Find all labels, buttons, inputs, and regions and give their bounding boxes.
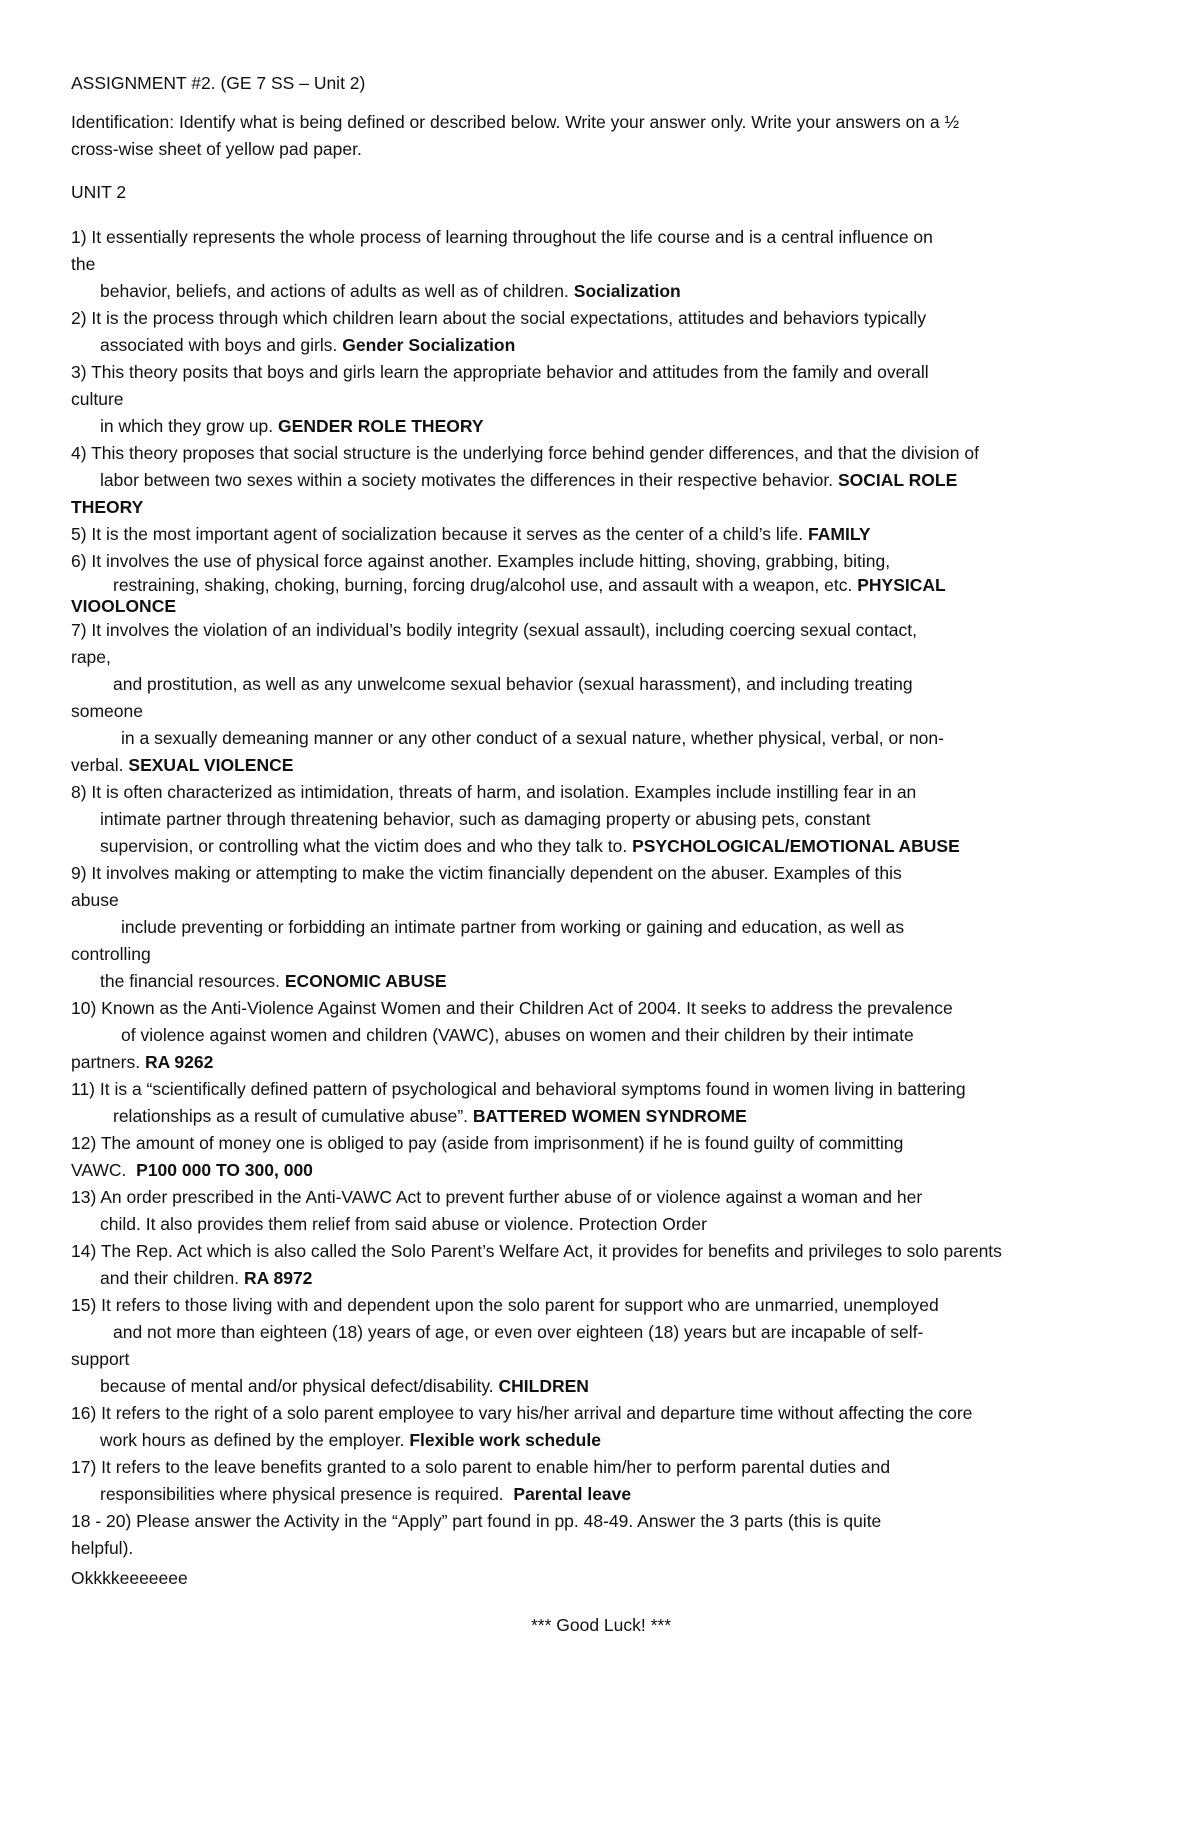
good-luck-footer: *** Good Luck! *** (530, 1615, 672, 1635)
question-text: 3) This theory posits that boys and girls learn the appropriate behavior and attitudes from the family and overall (71, 362, 929, 382)
answer-continuation (71, 595, 1131, 617)
question-text: support (71, 1349, 130, 1369)
question-text: 2) It is the process through which children learn about the social expectations, attitudes and behaviors typically (71, 308, 927, 328)
question-text: and their children. (100, 1268, 240, 1288)
question-text-with-answer (71, 521, 1131, 548)
question-text-with-answer (71, 278, 1131, 305)
question-text: 17) It refers to the leave benefits granted to a solo parent to enable him/her to perform parental duties and (71, 1457, 891, 1477)
answer-text: RA 9262 (144, 1052, 214, 1072)
question-text: supervision, or controlling what the victim does and who they talk to. (100, 836, 628, 856)
question-text: 9) It involves making or attempting to make the victim financially dependent on the abuser. Examples of this (71, 863, 902, 883)
answer-text: Gender Socialization (342, 335, 516, 355)
question-text: the financial resources. (100, 971, 280, 991)
answer-continuation (71, 494, 1131, 521)
instructions (71, 109, 1131, 163)
question-text: include preventing or forbidding an intimate partner from working or gaining and education, as well as (121, 917, 905, 937)
question-text: work hours as defined by the employer. (100, 1430, 405, 1450)
answer-text: RA 8972 (244, 1268, 313, 1288)
question-text-with-answer (71, 1481, 1131, 1508)
question-text-with-answer (71, 1427, 1131, 1454)
question-text: the (71, 254, 96, 274)
question-text-with-answer (71, 968, 1131, 995)
answer-text: Parental leave (513, 1484, 632, 1504)
question-text: and prostitution, as well as any unwelcome sexual behavior (sexual harassment), and including treating (113, 674, 913, 694)
answer-text: THEORY (71, 497, 144, 517)
question-text: someone (71, 701, 143, 721)
answer-text: Socialization (573, 281, 681, 301)
question-text: in a sexually demeaning manner or any other conduct of a sexual nature, whether physical, verbal, or non- (121, 728, 944, 748)
assignment-heading: ASSIGNMENT #2. (GE 7 SS – Unit 2) (71, 73, 366, 93)
question-text: because of mental and/or physical defect/disability. (100, 1376, 494, 1396)
question-text: 10) Known as the Anti-Violence Against Women and their Children Act of 2004. It seeks to address the prevalence (71, 998, 953, 1018)
assignment-page (71, 70, 1131, 1639)
question-text: responsibilities where physical presence is required. (100, 1484, 504, 1504)
question-text: controlling (71, 944, 151, 964)
question-text: verbal. (71, 755, 124, 775)
question-text: behavior, beliefs, and actions of adults as well as of children. (100, 281, 569, 301)
question-text: culture (71, 389, 124, 409)
question-text: associated with boys and girls. (100, 335, 338, 355)
question-text: child. It also provides them relief from said abuse or violence. Protection Order (100, 1214, 707, 1234)
question-text: and not more than eighteen (18) years of age, or even over eighteen (18) years but are incapable of self- (113, 1322, 924, 1342)
question-item-2 (71, 305, 1131, 359)
question-text: 15) It refers to those living with and dependent upon the solo parent for support who are unmarried, unemployed (71, 1295, 939, 1315)
question-item-7 (71, 617, 1131, 779)
question-text-with-answer (71, 332, 1131, 359)
question-text: 5) It is the most important agent of socialization because it serves as the center of a child’s life. (71, 524, 804, 544)
question-text: 16) It refers to the right of a solo parent employee to vary his/her arrival and departure time without affecting the core (71, 1403, 973, 1423)
answer-text: SOCIAL ROLE (838, 470, 958, 490)
question-item-17 (71, 1454, 1131, 1508)
question-text-with-answer (71, 467, 1131, 494)
question-text-with-answer (71, 1373, 1131, 1400)
question-text-with-answer (71, 575, 1131, 595)
question-text-with-answer (71, 1157, 1131, 1184)
question-item-4 (71, 440, 1131, 521)
question-text: relationships as a result of cumulative abuse”. (113, 1106, 469, 1126)
question-text: helpful). (71, 1538, 134, 1558)
answer-text: PSYCHOLOGICAL/EMOTIONAL ABUSE (632, 836, 960, 856)
question-item-8 (71, 779, 1131, 860)
answer-text: ECONOMIC ABUSE (284, 971, 447, 991)
question-text-with-answer (71, 1049, 1131, 1076)
closing-note: Okkkkeeeeeee (71, 1568, 188, 1588)
question-text: abuse (71, 890, 119, 910)
question-text: 8) It is often characterized as intimidation, threats of harm, and isolation. Examples include instilling fear in an (71, 782, 917, 802)
question-text: restraining, shaking, choking, burning, forcing drug/alcohol use, and assault with a weapon, etc. (113, 575, 853, 595)
question-item-12 (71, 1130, 1131, 1184)
question-text: partners. (71, 1052, 141, 1072)
question-text: of violence against women and children (VAWC), abuses on women and their children by their intimate (121, 1025, 914, 1045)
question-text: in which they grow up. (100, 416, 274, 436)
question-item-11 (71, 1076, 1131, 1130)
question-text: 1) It essentially represents the whole process of learning throughout the life course and is a central influence on (71, 227, 933, 247)
question-item-3 (71, 359, 1131, 440)
unit-label: UNIT 2 (71, 182, 127, 202)
question-text: 7) It involves the violation of an individual’s bodily integrity (sexual assault), including coercing sexual contact, (71, 620, 917, 640)
answer-text: FAMILY (808, 524, 871, 544)
question-text: 6) It involves the use of physical force against another. Examples include hitting, shoving, grabbing, biting, (71, 551, 891, 571)
question-item-10 (71, 995, 1131, 1076)
instructions-line: Identification: Identify what is being defined or described below. Write your answer only. Write your answers on a ½ (71, 112, 960, 132)
answer-text: P100 000 TO 300, 000 (136, 1160, 313, 1180)
question-text-with-answer (71, 413, 1131, 440)
question-text: 11) It is a “scientifically defined pattern of psychological and behavioral symptoms found in women living in battering (71, 1079, 966, 1099)
question-text: intimate partner through threatening behavior, such as damaging property or abusing pets, constant (100, 809, 871, 829)
answer-text: SEXUAL VIOLENCE (128, 755, 294, 775)
question-text: 4) This theory proposes that social structure is the underlying force behind gender differences, and that the division of (71, 443, 979, 463)
question-item-18-20 (71, 1508, 1131, 1562)
question-item-9 (71, 860, 1131, 995)
question-item-14 (71, 1238, 1131, 1292)
question-text: 14) The Rep. Act which is also called the Solo Parent’s Welfare Act, it provides for benefits and privileges to solo parents (71, 1241, 1002, 1261)
question-text: rape, (71, 647, 111, 667)
question-text: labor between two sexes within a society motivates the differences in their respective behavior. (100, 470, 834, 490)
question-text: VAWC. (71, 1160, 127, 1180)
question-text-with-answer (71, 1103, 1131, 1130)
question-text-with-answer (71, 1265, 1131, 1292)
question-item-15 (71, 1292, 1131, 1400)
question-text-with-answer (71, 752, 1131, 779)
question-text: 12) The amount of money one is obliged to pay (aside from imprisonment) if he is found guilty of committing (71, 1133, 904, 1153)
question-text: 13) An order prescribed in the Anti-VAWC Act to prevent further abuse of or violence against a woman and her (71, 1187, 923, 1207)
question-item-13 (71, 1184, 1131, 1238)
answer-text: PHYSICAL (857, 575, 946, 595)
answer-text: VIOOLONCE (71, 596, 177, 616)
question-text: 18 - 20) Please answer the Activity in the “Apply” part found in pp. 48-49. Answer the 3 parts (this is quite (71, 1511, 882, 1531)
question-item-16 (71, 1400, 1131, 1454)
instructions-line: cross-wise sheet of yellow pad paper. (71, 139, 362, 159)
answer-text: BATTERED WOMEN SYNDROME (472, 1106, 747, 1126)
question-text-with-answer (71, 833, 1131, 860)
answer-text: Flexible work schedule (409, 1430, 601, 1450)
question-item-6 (71, 548, 1131, 617)
answer-text: GENDER ROLE THEORY (278, 416, 484, 436)
question-item-5 (71, 521, 1131, 548)
answer-text: CHILDREN (498, 1376, 589, 1396)
question-item-1 (71, 224, 1131, 305)
